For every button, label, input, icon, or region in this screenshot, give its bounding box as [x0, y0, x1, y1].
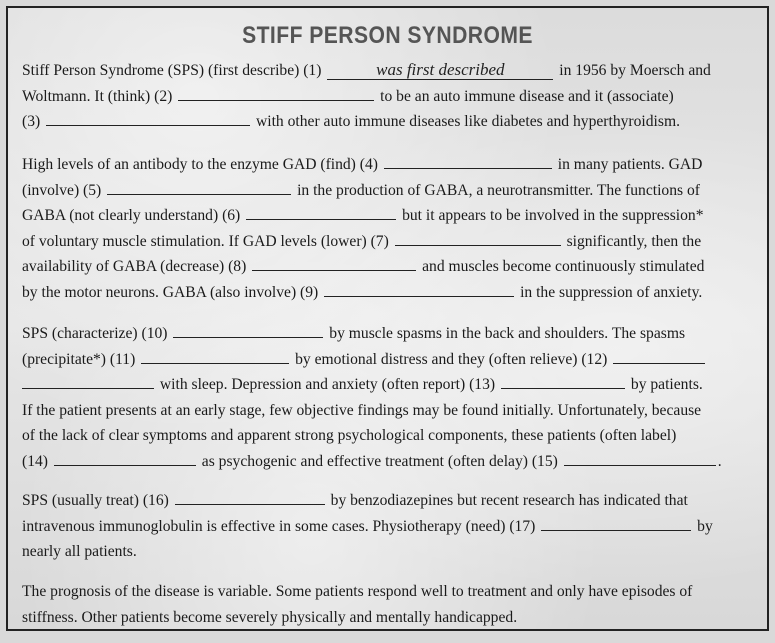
- blank-8[interactable]: [252, 255, 416, 271]
- text-line: of the lack of clear symptoms and apparent strong psychological components, these patients (often label): [22, 427, 677, 444]
- blank-2[interactable]: [178, 85, 374, 101]
- text-line: [22, 109, 757, 135]
- text-segment: and muscles become continuously stimulated: [422, 258, 705, 275]
- text-segment: SPS (characterize) (10): [22, 325, 168, 342]
- text-segment: by emotional distress and they (often relieve) (12): [295, 350, 608, 368]
- text-line: [22, 229, 757, 255]
- text-segment: with other auto immune diseases like diabetes and hyperthyroidism.: [256, 113, 680, 130]
- text-line: [22, 58, 757, 84]
- blank-13[interactable]: [501, 373, 625, 389]
- text-segment: with sleep. Depression and anxiety (often report) (13): [159, 376, 496, 393]
- text-line: The prognosis of the disease is variable. Some patients respond well to treatment and only have episodes of: [22, 583, 693, 600]
- blank-9[interactable]: [324, 281, 514, 297]
- text-line: [22, 321, 757, 347]
- text-segment: as psychogenic and effective treatment (often delay) (15): [201, 452, 558, 470]
- blank-11[interactable]: [141, 348, 289, 364]
- text-line: [22, 203, 757, 229]
- text-line: [22, 254, 757, 280]
- text-segment: availability of GABA (decrease) (8): [22, 258, 247, 275]
- paragraph-2: [22, 152, 757, 305]
- blank-7[interactable]: [395, 230, 561, 246]
- paragraph-1: [22, 58, 757, 135]
- blank-5[interactable]: [107, 179, 291, 195]
- text-line: [22, 347, 757, 373]
- text-segment: of voluntary muscle stimulation. If GAD levels (lower) (7): [22, 232, 389, 250]
- text-line: [22, 514, 757, 540]
- blank-14[interactable]: [54, 450, 196, 466]
- text-line: [22, 488, 757, 514]
- text-segment: (involve) (5): [22, 181, 102, 199]
- paragraph-4: [22, 488, 757, 565]
- blank-6[interactable]: [246, 204, 396, 220]
- blank-17[interactable]: [541, 515, 691, 531]
- blank-1-answer[interactable]: was first described: [327, 61, 553, 80]
- blank-3[interactable]: [46, 110, 250, 126]
- text-segment: in the suppression of anxiety.: [520, 283, 703, 301]
- paragraph-3: [22, 321, 757, 474]
- blank-4[interactable]: [384, 153, 552, 169]
- text-segment: by muscle spasms in the back and shoulders. The spasms: [329, 325, 686, 342]
- blank-12[interactable]: [613, 348, 705, 364]
- text-segment: High levels of an antibody to the enzyme GAD (find) (4): [22, 156, 378, 173]
- blank-12-continued[interactable]: [22, 373, 154, 389]
- blank-10[interactable]: [173, 322, 323, 338]
- text-segment: Stiff Person Syndrome (SPS) (first describe) (1): [22, 62, 322, 79]
- text-line: nearly all patients.: [22, 543, 137, 560]
- text-segment: by patients.: [630, 376, 703, 393]
- text-segment: Woltmann. It (think) (2): [22, 87, 173, 105]
- text-segment: in many patients. GAD: [557, 156, 703, 173]
- blank-16[interactable]: [175, 489, 325, 505]
- text-line: [22, 372, 757, 398]
- text-segment: (precipitate*) (11): [22, 350, 136, 368]
- text-segment: intravenous immunoglobulin is effective in some cases. Physiotherapy (need) (17): [22, 517, 536, 535]
- blank-15[interactable]: [564, 450, 716, 466]
- worksheet-page: [6, 6, 769, 631]
- text-line: [22, 152, 757, 178]
- text-segment: significantly, then the: [566, 232, 702, 250]
- text-line: [22, 178, 757, 204]
- text-line: stiffness. Other patients become severely physically and mentally handicapped.: [22, 608, 518, 626]
- text-segment: .: [717, 452, 722, 470]
- text-segment: by benzodiazepines but recent research has indicated that: [330, 492, 688, 509]
- text-segment: but it appears to be involved in the suppression*: [402, 207, 704, 224]
- text-segment: in the production of GABA, a neurotransmitter. The functions of: [297, 181, 700, 199]
- text-line: [22, 84, 757, 110]
- text-segment: in 1956 by Moersch and: [559, 62, 711, 79]
- text-segment: to be an auto immune disease and it (associate): [380, 87, 674, 105]
- text-segment: (14): [22, 452, 48, 470]
- text-segment: SPS (usually treat) (16): [22, 492, 169, 509]
- text-line: If the patient presents at an early stage, few objective findings may be found initially. Unfortunately, because: [22, 401, 702, 419]
- text-line: [22, 449, 757, 475]
- text-line: [22, 280, 757, 306]
- text-segment: by: [697, 517, 713, 535]
- text-segment: by the motor neurons. GABA (also involve) (9): [22, 283, 319, 301]
- text-segment: GABA (not clearly understand) (6): [22, 207, 241, 224]
- page-title: STIFF PERSON SYNDROME: [242, 22, 533, 49]
- text-segment: (3): [22, 113, 41, 130]
- paragraph-5: [22, 579, 757, 630]
